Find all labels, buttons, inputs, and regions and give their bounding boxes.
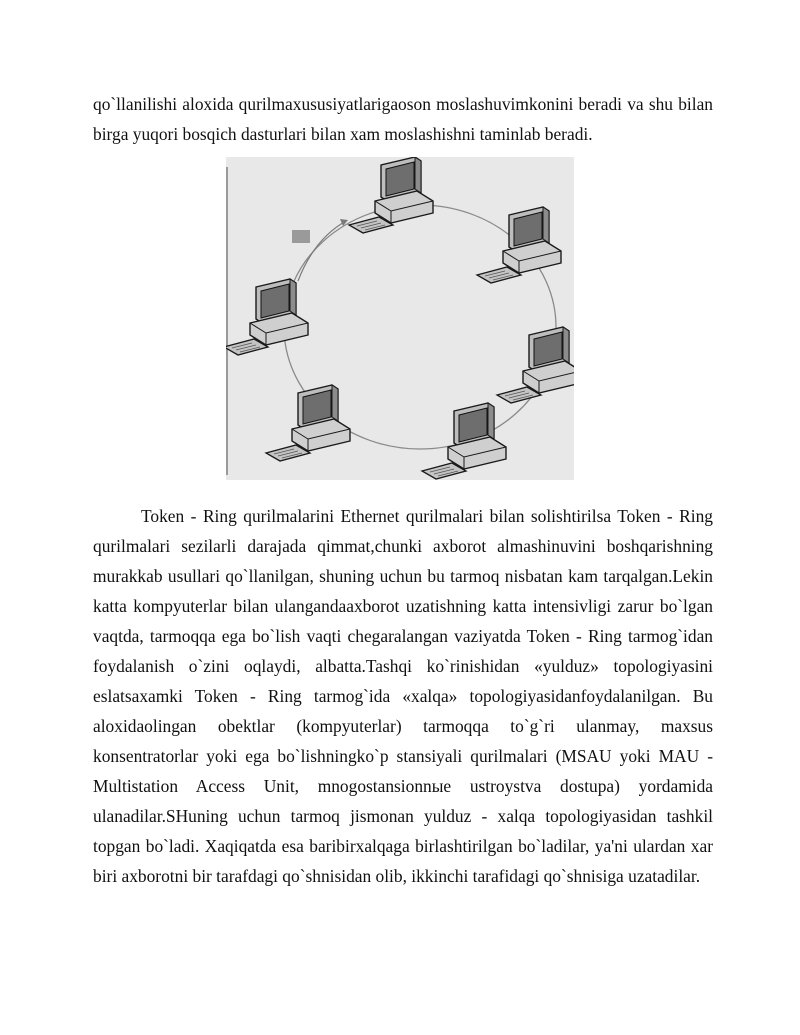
computer-icon — [422, 403, 506, 479]
computer-icon — [266, 385, 350, 461]
computer-icon — [497, 327, 574, 403]
token-ring-figure — [226, 157, 574, 480]
computer-icon — [477, 207, 561, 283]
computer-icon — [226, 279, 308, 355]
intro-paragraph: qo`llanilishi aloxida qurilmaxususiyatlarigaoson moslashuvimkonini beradi va shu bilan birga yuqori bosqich dasturlari bilan xam moslashishni taminlab beradi. — [93, 94, 713, 144]
arrowhead-icon — [340, 219, 348, 226]
computer-icon — [349, 157, 433, 233]
token-packet — [292, 230, 310, 243]
body-paragraph: Token - Ring qurilmalarini Ethernet qurilmalari bilan solishtirilsa Token - Ring qurilmalari sezilarli darajada qimmat,chunki axborot almashinuvini boshqarishning murakkab usullari qo`llanilgan, shuning uchun bu tarmoq nisbatan kam tarqalgan.Lekin katta kompyuterlar bilan ulangandaaxborot uzatishning katta intensivligi zarur bo`lgan vaqtda, tarmoqqa ega bo`lish vaqti chegaralangan vaziyatda Token - Ring tarmog`idan foydalanish o`zini oqlaydi, albatta.Tashqi ko`rinishidan «yulduz» topologiyasini eslatsaxamki Token - Ring tarmog`ida «xalqa» topologiyasidanfoydalanilgan. Bu aloxidaolingan obektlar (kompyuterlar) tarmoqqa to`g`ri ulanmay, maxsus konsentratorlar yoki ega bo`lishningko`p stansiyali qurilmalari (MSAU yoki MAU - Multistation Access Unit, mnogostansionnыe ustroystva dostupa) yordamida ulanadilar.SHuning uchun tarmoq jismonan yulduz - xalqa topologiyasidan tashkil topgan bo`ladi. Xaqiqatda esa baribirxalqaga birlashtirilgan bo`ladilar, ya'ni ulardan xar biri axborotni bir tarafdagi qo`shnisidan olib, ikkinchi tarafidagi qo`shnisiga uzatadilar. — [93, 506, 713, 886]
